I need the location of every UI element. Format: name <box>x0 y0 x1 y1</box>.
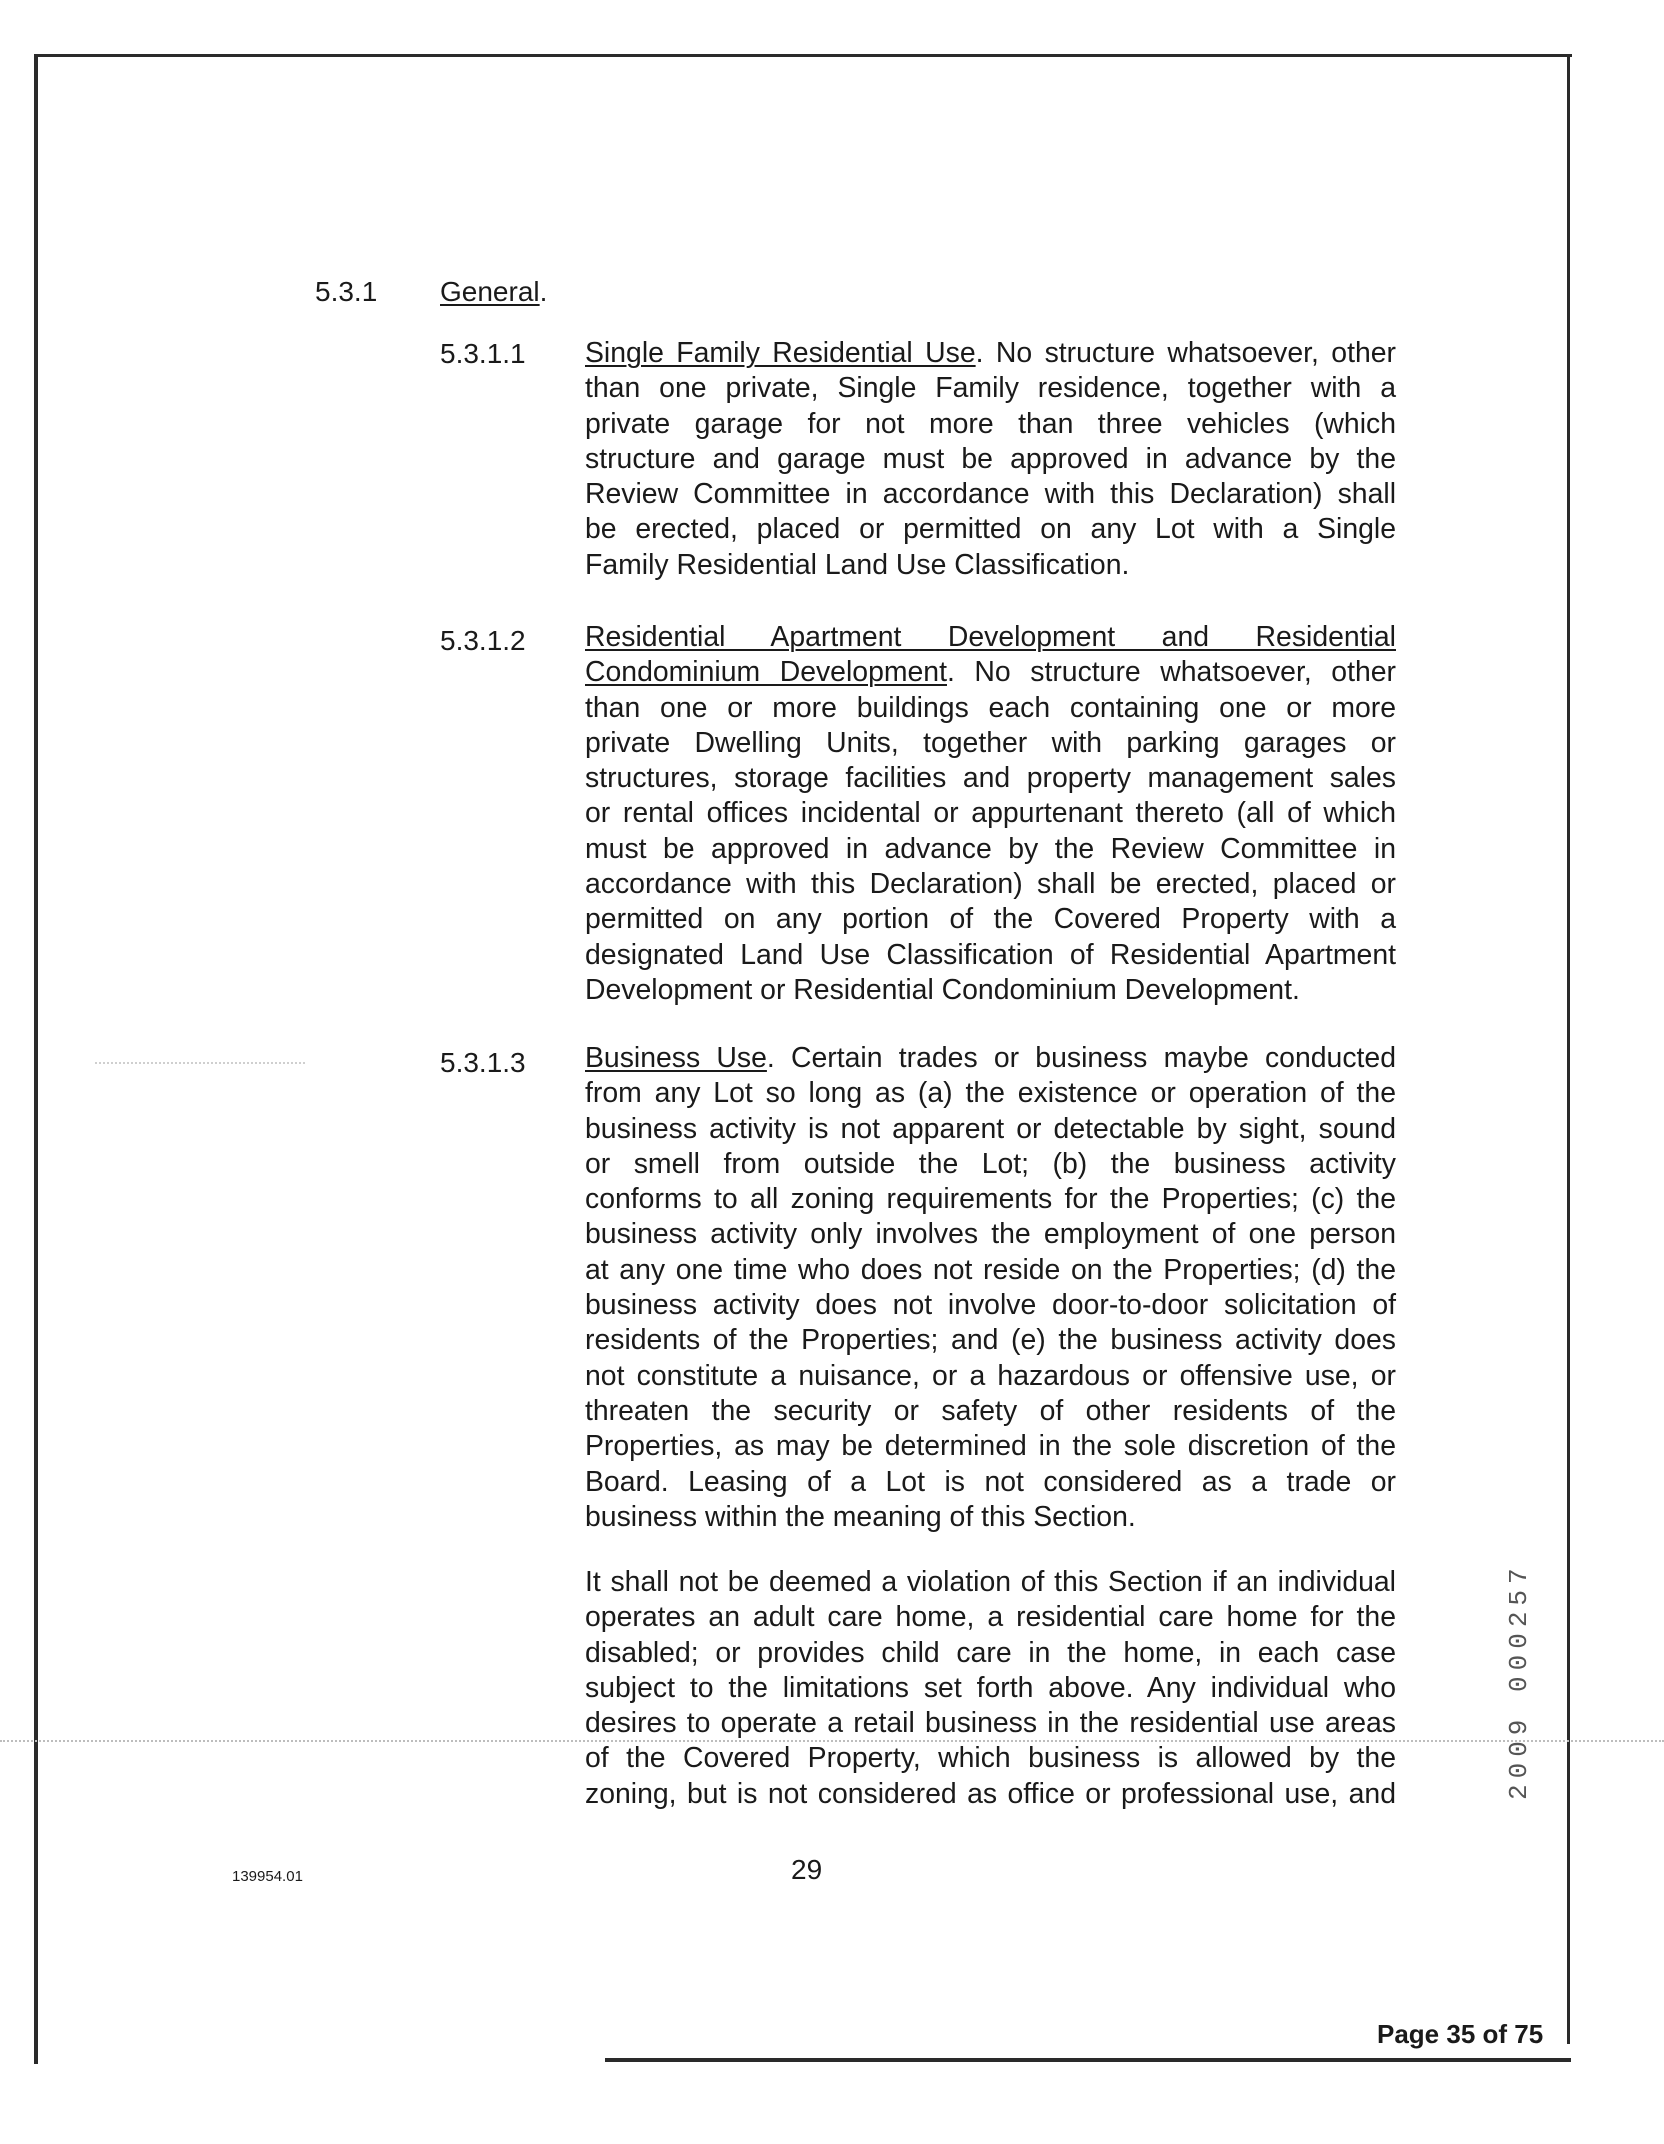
page-of-count: Page 35 of 75 <box>1377 2019 1544 2049</box>
section-title-line: Residential Apartment Development and Residential <box>585 621 1396 653</box>
text-line: from any Lot so long as (a) the existence or operation of the <box>585 1077 1396 1110</box>
text-line: business activity does not involve door-to-door solicitation of <box>585 1289 1396 1322</box>
section-number-5-3-1-1: 5.3.1.1 <box>440 338 526 369</box>
text-line: It shall not be deemed a violation of this Section if an individual <box>585 1566 1396 1598</box>
text-line: Family Residential Land Use Classification. <box>585 548 1130 581</box>
text-line: Review Committee in accordance with this Declaration) shall <box>585 478 1396 511</box>
text-line: residents of the Properties; and (e) the business activity does <box>585 1324 1396 1357</box>
text-line: or smell from outside the Lot; (b) the business activity <box>585 1147 1396 1180</box>
text-line: Single Family Residential Use. No structure whatsoever, other <box>585 337 1397 369</box>
document-number: 139954.01 <box>232 1868 303 1885</box>
side-stamp-text: 2009 000257 <box>1504 1562 1534 1800</box>
text-line: business within the meaning of this Section. <box>585 1500 1136 1533</box>
text-line: Board. Leasing of a Lot is not considered as a trade or <box>585 1465 1396 1498</box>
text-line: must be approved in advance by the Review Committee in <box>585 832 1396 865</box>
text-line: not constitute a nuisance, or a hazardous or offensive use, or <box>585 1359 1396 1392</box>
page-number: 29 <box>791 1854 823 1885</box>
text-line: zoning, but is not considered as office or professional use, and <box>585 1777 1396 1810</box>
page-frame-top <box>34 54 1572 57</box>
text-line: desires to operate a retail business in the residential use areas <box>585 1707 1396 1740</box>
text-line: private Dwelling Units, together with parking garages or <box>585 726 1396 759</box>
section-number-5-3-1-3: 5.3.1.3 <box>440 1047 526 1078</box>
section-number-5-3-1-2: 5.3.1.2 <box>440 625 526 656</box>
text-line: Condominium Development. No structure whatsoever, other <box>585 656 1396 689</box>
section-title-general: General. <box>440 276 548 307</box>
bottom-rule <box>605 2058 1571 2062</box>
text-line: designated Land Use Classification of Residential Apartment <box>585 938 1396 971</box>
text-line: operates an adult care home, a residential care home for the <box>585 1601 1396 1634</box>
text-line: Business Use. Certain trades or business maybe conducted <box>585 1042 1397 1074</box>
text-line: business activity is not apparent or detectable by sight, sound <box>585 1112 1396 1145</box>
text-line: of the Covered Property, which business is allowed by the <box>585 1742 1396 1775</box>
text-line: structure and garage must be approved in advance by the <box>585 442 1396 475</box>
text-line: or rental offices incidental or appurtenant thereto (all of which <box>585 797 1396 830</box>
text-line: permitted on any portion of the Covered Property with a <box>585 903 1396 936</box>
scan-artifact-dots <box>95 1062 305 1064</box>
text-line: accordance with this Declaration) shall be erected, placed or <box>585 868 1396 901</box>
section-5-3-1-1-body <box>585 336 1396 583</box>
text-line: subject to the limitations set forth above. Any individual who <box>585 1671 1396 1704</box>
text-line: structures, storage facilities and property management sales <box>585 762 1396 795</box>
text-line: conforms to all zoning requirements for the Properties; (c) the <box>585 1183 1396 1216</box>
text-line: than one private, Single Family residence, together with a <box>585 372 1396 405</box>
side-filing-stamp <box>1504 1490 1534 1810</box>
section-5-3-1-3-body <box>585 1041 1396 1535</box>
text-line: business activity only involves the employment of one person <box>585 1218 1396 1251</box>
text-line: than one or more buildings each containing one or more <box>585 691 1396 724</box>
text-line: at any one time who does not reside on the Properties; (d) the <box>585 1253 1396 1286</box>
text-line: threaten the security or safety of other residents of the <box>585 1394 1396 1427</box>
text-line: Development or Residential Condominium Development. <box>585 973 1300 1006</box>
section-5-3-1-3-paragraph-2 <box>585 1565 1396 1812</box>
section-number-5-3-1: 5.3.1 <box>315 276 378 307</box>
page-frame-right <box>1567 54 1570 2044</box>
text-line: private garage for not more than three vehicles (which <box>585 407 1396 440</box>
page-frame-left <box>34 54 38 2064</box>
text-line: disabled; or provides child care in the home, in each case <box>585 1636 1396 1669</box>
text-line: Properties, as may be determined in the sole discretion of the <box>585 1430 1396 1463</box>
text-line: be erected, placed or permitted on any Lot with a Single <box>585 513 1396 546</box>
section-5-3-1-2-body <box>585 620 1396 1008</box>
